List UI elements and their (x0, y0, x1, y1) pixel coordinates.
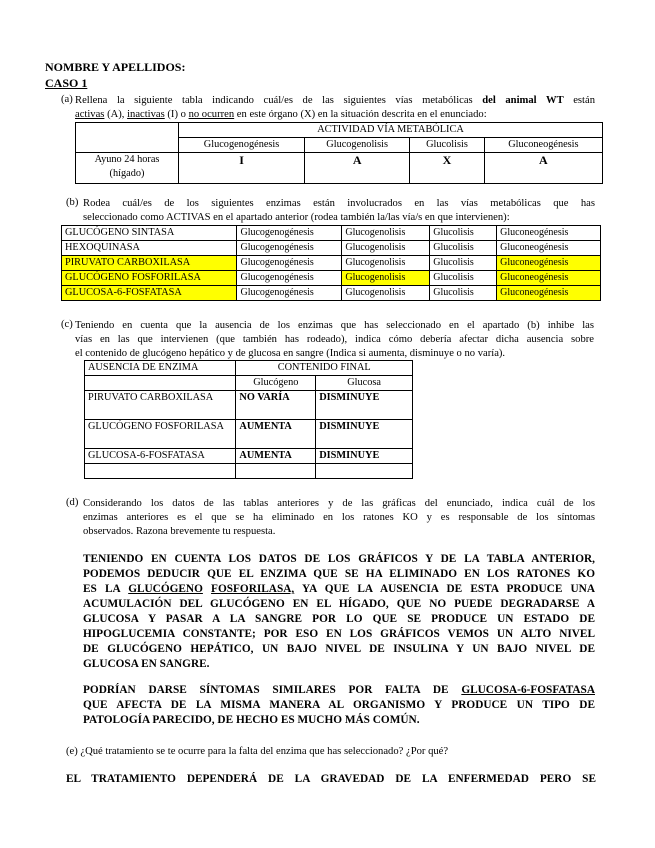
part-d-line2: enzimas anteriores es el que se ha eliminado en los ratones KO y es responsable de los síntomas (83, 512, 595, 523)
activity-group-header: ACTIVIDAD VÍA METABÓLICA (179, 123, 603, 138)
part-d-line1: Considerando los datos de las tablas anteriores y de las gráficas del enunciado, indica cuál de los (83, 498, 595, 509)
part-a-line1: Rellena la siguiente tabla indicando cuál/es de las siguientes vías metabólicas del animal WT están (75, 95, 595, 106)
pathway-cell: Glucolisis (430, 271, 497, 286)
value-gluconeogenesis: A (484, 153, 602, 184)
col-header: Glucolisis (410, 138, 485, 153)
part-e-question: (e) ¿Qué tratamiento se te ocurre para la falta del enzima que has seleccionado? ¿Por qué? (66, 746, 449, 757)
content-row-glucogeno: NO VARÍA (236, 391, 316, 420)
pathway-cell: Glucogenogénesis (237, 226, 342, 241)
pathway-cell: Gluconeogénesis (497, 241, 601, 256)
name-label: NOMBRE Y APELLIDOS: (45, 60, 186, 74)
enzyme-name: GLUCÓGENO SINTASA (62, 226, 237, 241)
part-b-line1: Rodea cuál/es de los siguientes enzimas están involucrados en las vías metabólicas que has (83, 198, 595, 209)
content-row-enzyme: GLUCÓGENO FOSFORILASA (85, 420, 236, 449)
content-table (84, 360, 413, 479)
pathway-cell: Gluconeogénesis (497, 256, 601, 271)
value-glucolisis: X (410, 153, 485, 184)
content-row-glucogeno: AUMENTA (236, 449, 316, 464)
pathway-cell: Glucolisis (430, 241, 497, 256)
pathway-cell: Glucogenolisis (342, 286, 430, 301)
part-c-line1: Teniendo en cuenta que la ausencia de los enzimas que has seleccionado en el apartado (b) inhibe las (75, 320, 594, 331)
pathway-cell: Glucogenolisis (342, 241, 430, 256)
content-row-enzyme: PIRUVATO CARBOXILASA (85, 391, 236, 420)
part-e-answer: EL TRATAMIENTO DEPENDERÁ DE LA GRAVEDAD DE LA ENFERMEDAD PERO SE (66, 773, 596, 785)
enzyme-row (62, 256, 601, 271)
enzyme-row (62, 241, 601, 256)
part-c-line2: vías en las que intervienen (que también has rodeado), indica cómo debería afectar dicha ausencia sobre (75, 334, 594, 345)
pathway-cell: Glucogenogénesis (237, 271, 342, 286)
col-header: Glucogenolisis (305, 138, 410, 153)
case-title: CASO 1 (45, 76, 88, 90)
part-b-line2: seleccionado como ACTIVAS en el apartado anterior (rodea también la/las vía/s en que intervienen): (83, 212, 510, 223)
answer-d-paragraph1: TENIENDO EN CUENTA LOS DATOS DE LOS GRÁFICOS Y DE LA TABLA ANTERIOR, PODEMOS DEDUCIR QUE EL ENZIMA QUE SE HA ELIMINADO EN LOS RATONES KO ES LA GLUCÓGENO FOSFORILASA, YA QUE LA AUSENCIA DE ESTA PRODUCE UNA ACUMULACIÓN DEL GLUCÓGENO EN EL HÍGADO, QUE NO PUEDE DEGRADARSE A GLUCOSA Y PASAR A LA SANGRE POR LO QUE SE PRODUCE UN ESTADO DE HIPOGLUCEMIA CONSTANTE; POR ESO EN LOS GRÁFICOS VEMOS UN ALTO NIVEL DE GLUCÓGENO HEPÁTICO, UN BAJO NIVEL DE INSULINA Y UN BAJO NIVEL DE GLUCOSA EN SANGRE. (83, 553, 595, 670)
value-glucogenogenesis: I (179, 153, 305, 184)
pathway-cell: Glucolisis (430, 286, 497, 301)
enzyme-name: PIRUVATO CARBOXILASA (62, 256, 237, 271)
pathway-cell: Glucolisis (430, 226, 497, 241)
pathway-cell: Gluconeogénesis (497, 286, 601, 301)
pathway-cell: Glucogenolisis (342, 271, 430, 286)
h-content: CONTENIDO FINAL (236, 361, 413, 376)
content-row-enzyme: GLUCOSA-6-FOSFATASA (85, 449, 236, 464)
h-glucogeno: Glucógeno (236, 376, 316, 391)
enzyme-name: HEXOQUINASA (62, 241, 237, 256)
enzyme-row (62, 286, 601, 301)
value-glucogenolisis: A (305, 153, 410, 184)
content-row-glucogeno: AUMENTA (236, 420, 316, 449)
part-b-letter: (b) (66, 197, 79, 208)
pathway-cell: Gluconeogénesis (497, 226, 601, 241)
enzyme-row (62, 226, 601, 241)
col-header: Glucogenogénesis (179, 138, 305, 153)
pathway-cell: Glucogenolisis (342, 256, 430, 271)
enzyme-name: GLUCÓGENO FOSFORILASA (62, 271, 237, 286)
answer-d-paragraph2: PODRÍAN DARSE SÍNTOMAS SIMILARES POR FALTA DE GLUCOSA-6-FOSFATASA QUE AFECTA DE LA MISMA MANERA AL ORGANISMO Y PRODUCE UN TIPO DE PATOLOGÍA PARECIDO, DE HECHO ES MUCHO MÁS COMÚN. (83, 684, 595, 726)
content-row-glucosa: DISMINUYE (316, 391, 413, 420)
part-a-letter: (a) (61, 94, 73, 105)
enzyme-table (61, 225, 601, 301)
row-label-ayuno: Ayuno 24 horas (hígado) (76, 153, 179, 184)
h-glucosa: Glucosa (316, 376, 413, 391)
pathway-cell: Glucogenolisis (342, 226, 430, 241)
enzyme-name: GLUCOSA-6-FOSFATASA (62, 286, 237, 301)
pathway-cell: Glucogenogénesis (237, 241, 342, 256)
content-row-glucosa: DISMINUYE (316, 420, 413, 449)
col-header: Gluconeogénesis (484, 138, 602, 153)
part-c-letter: (c) (61, 319, 73, 330)
pathway-cell: Glucogenogénesis (237, 256, 342, 271)
activity-table (75, 122, 603, 184)
pathway-cell: Glucolisis (430, 256, 497, 271)
part-c-line3: el contenido de glucógeno hepático y de glucosa en sangre (Indica si aumenta, disminuye o no varía). (75, 348, 506, 359)
pathway-cell: Gluconeogénesis (497, 271, 601, 286)
content-row-glucosa: DISMINUYE (316, 449, 413, 464)
enzyme-row (62, 271, 601, 286)
part-a-line2: activas (A), inactivas (I) o no ocurren en este órgano (X) en la situación descrita en el enunciado: (75, 109, 487, 120)
pathway-cell: Glucogenogénesis (237, 286, 342, 301)
part-d-line3: observados. Razona brevemente tu respuesta. (83, 526, 276, 537)
h-absence: AUSENCIA DE ENZIMA (85, 361, 236, 376)
part-d-letter: (d) (66, 497, 79, 508)
